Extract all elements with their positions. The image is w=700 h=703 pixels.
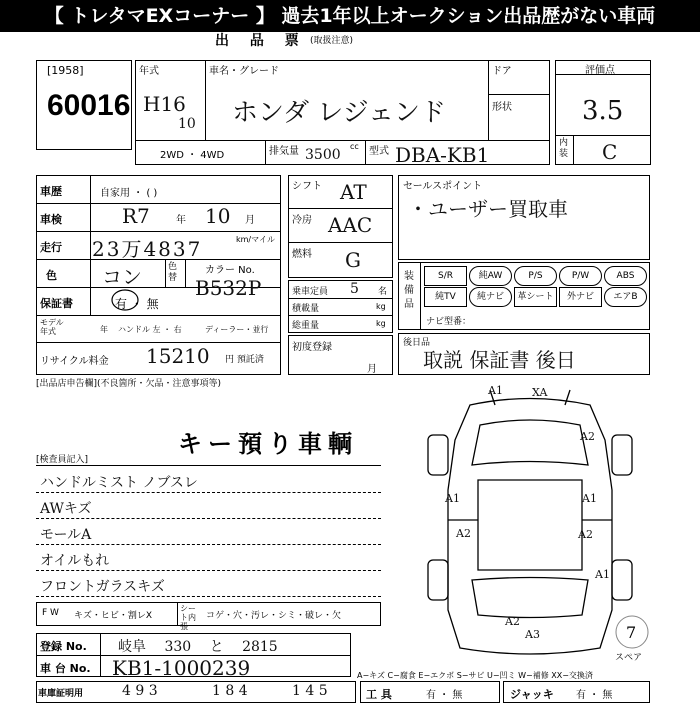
cert-dim-3: 1 4 5	[292, 683, 328, 699]
damage-mark: A1	[488, 384, 503, 397]
damage-legend: A−キズ C−腐食 E−エクボ S−サビ U−凹ミ W−補修 XX−交換済	[357, 671, 593, 680]
total-weight-kg: kg	[376, 319, 386, 328]
equipment-item: 純TV	[424, 287, 467, 307]
model-label: 型式	[369, 146, 389, 157]
chassis-no-label: 車 台 No.	[40, 662, 91, 675]
banner: 【 トレタマEXコーナー 】 過去1年以上オークション出品歴がない車両	[0, 0, 700, 32]
damage-mark: XA	[532, 386, 548, 399]
recycle-value: 15210	[146, 344, 210, 368]
aircon-label: 冷房	[292, 215, 312, 226]
documents-label: 後日品	[403, 338, 431, 348]
handle-label: ハンドル 左 ・ 右	[118, 325, 182, 334]
damage-mark: A1	[582, 492, 597, 505]
cert-dim-2: 1 8 4	[212, 683, 248, 699]
reg-no-label: 登録 No.	[40, 640, 87, 653]
car-name-value: ホンダ レジェンド	[232, 98, 447, 128]
score-value: 3.5	[582, 96, 624, 126]
equipment-item: エアB	[604, 287, 647, 307]
fuel-value: G	[345, 248, 361, 272]
note-rule	[36, 492, 381, 493]
year-unit: 年	[176, 215, 186, 226]
equipment-item: 純AW	[469, 266, 512, 286]
capacity-label: 乗車定員	[292, 287, 329, 297]
year-value: H16	[143, 92, 186, 116]
reg-no-value: 岐阜 330 と 2815	[118, 639, 278, 655]
sheet-label: シート内張	[180, 604, 196, 631]
km-unit: km/マイル	[236, 235, 275, 244]
shift-label: シフト	[292, 181, 322, 192]
damage-mark: A1	[445, 492, 460, 505]
capacity-unit: 名	[378, 287, 388, 297]
note-rule	[36, 570, 381, 571]
load-kg: kg	[376, 302, 386, 311]
jack-options: 有 ・ 無	[576, 690, 613, 701]
equipment-item: 革シート	[514, 287, 557, 307]
fw-options: キズ・ヒビ・割レX	[74, 611, 152, 621]
damage-mark: A2	[580, 430, 595, 443]
history-options: 自家用 ・ ( )	[100, 188, 158, 199]
auction-id: [1958]	[47, 64, 84, 77]
spare-mark: 7	[626, 623, 637, 642]
first-reg-label: 初度登録	[292, 342, 332, 353]
color-change-label: 色替	[168, 262, 178, 283]
note-line: モールA	[40, 527, 92, 543]
note-line: AWキズ	[40, 501, 92, 517]
note-line: フロントガラスキズ	[40, 579, 165, 595]
mileage-value: 23万4837	[92, 237, 203, 261]
damage-mark: A2	[505, 615, 520, 628]
chassis-no-value: KB1-1000239	[112, 656, 251, 680]
warranty-options: 有 ・ 無	[115, 297, 159, 311]
sheet-subtitle: (取扱注意)	[310, 36, 354, 46]
key-notice: キー預り車輌	[178, 429, 358, 458]
jack-label: ジャッキ	[510, 688, 554, 701]
interior-value: C	[602, 140, 618, 164]
recycle-label: リサイクル料金	[40, 356, 109, 367]
fuel-label: 燃料	[292, 249, 312, 260]
inspector-label: [検査員記入]	[36, 455, 89, 465]
tools-options: 有 ・ 無	[426, 690, 463, 701]
damage-mark: A2	[578, 528, 593, 541]
month-unit: 月	[245, 215, 255, 226]
equipment-item: P/W	[559, 266, 602, 286]
interior-label: 内装	[559, 138, 569, 159]
color-value: コン	[102, 265, 142, 289]
load-label: 積載量	[292, 304, 320, 314]
car-outline	[428, 390, 632, 654]
color-no-value: B532P	[195, 276, 262, 300]
warranty-circle	[110, 288, 140, 312]
note-line: オイルもれ	[40, 553, 110, 569]
shaken-year-value: R7	[122, 204, 150, 228]
model-value: DBA-KB1	[395, 143, 490, 167]
cc-label: cc	[350, 142, 359, 151]
name-label: 車名・グレード	[209, 66, 279, 77]
sheet-title: 出 品 票	[215, 33, 307, 49]
fw-label: F W	[42, 608, 59, 618]
dealer-label: ディーラー・並行	[205, 325, 269, 334]
note-rule	[36, 544, 381, 545]
displacement-value: 3500	[305, 147, 341, 163]
color-label: 色	[46, 269, 57, 282]
damage-mark: A2	[456, 527, 471, 540]
documents-value: 取説 保証書 後日	[423, 348, 576, 372]
equipment-item: 純ナビ	[469, 287, 512, 307]
color-no-label: カラー No.	[205, 265, 255, 276]
spare-label: スペア	[615, 653, 643, 663]
mileage-label: 走行	[40, 241, 62, 254]
year-label: 年式	[139, 66, 159, 77]
month-value: 10	[178, 116, 196, 132]
warranty-label: 保証書	[40, 297, 73, 310]
displacement-label: 排気量	[269, 146, 299, 157]
tools-label: 工 具	[366, 688, 392, 701]
sales-point-value: ・ユーザー買取車	[408, 197, 568, 221]
lot-number: 60016	[47, 89, 131, 122]
aircon-value: AAC	[328, 213, 373, 237]
capacity-value: 5	[350, 281, 359, 297]
navi-model-label: ナビ型番：	[426, 317, 472, 327]
shaken-month-value: 10	[205, 204, 231, 228]
cert-dim-1: 4 9 3	[122, 683, 158, 699]
total-weight-label: 総重量	[292, 321, 320, 331]
equipment-item: S/R	[424, 266, 467, 286]
cert-label: 車庫証明用	[38, 689, 84, 699]
model-year-label: モデル年式	[40, 318, 64, 336]
shift-value: AT	[340, 180, 367, 204]
recycle-unit: 円 預託済	[225, 355, 264, 365]
car-damage-diagram	[400, 380, 660, 670]
sheet-options: コゲ・穴・汚レ・シミ・破レ・欠	[206, 611, 342, 621]
shape-label: 形状	[492, 102, 512, 113]
note-line: ハンドルミスト ノブスレ	[40, 475, 198, 491]
history-label: 車歴	[40, 185, 62, 198]
equipment-item: P/S	[514, 266, 557, 286]
note-rule	[36, 518, 381, 519]
door-label: ドア	[492, 66, 512, 77]
drive-label: 2WD ・ 4WD	[160, 150, 225, 161]
score-label: 評価点	[585, 65, 615, 76]
equipment-item: ABS	[604, 266, 647, 286]
damage-mark: A1	[595, 568, 610, 581]
first-reg-unit: 月	[367, 364, 377, 375]
equipment-item: 外ナビ	[559, 287, 602, 307]
model-year-unit: 年	[100, 325, 108, 334]
equipment-label: 装備品	[404, 271, 414, 310]
sales-point-label: セールスポイント	[403, 181, 483, 192]
note-rule	[36, 596, 381, 597]
lot-box	[36, 60, 132, 150]
damage-mark: A3	[525, 628, 540, 641]
shaken-label: 車検	[40, 213, 62, 226]
notes-header: [出品店申告欄](不良箇所・欠品・注意事項等)	[36, 379, 222, 389]
